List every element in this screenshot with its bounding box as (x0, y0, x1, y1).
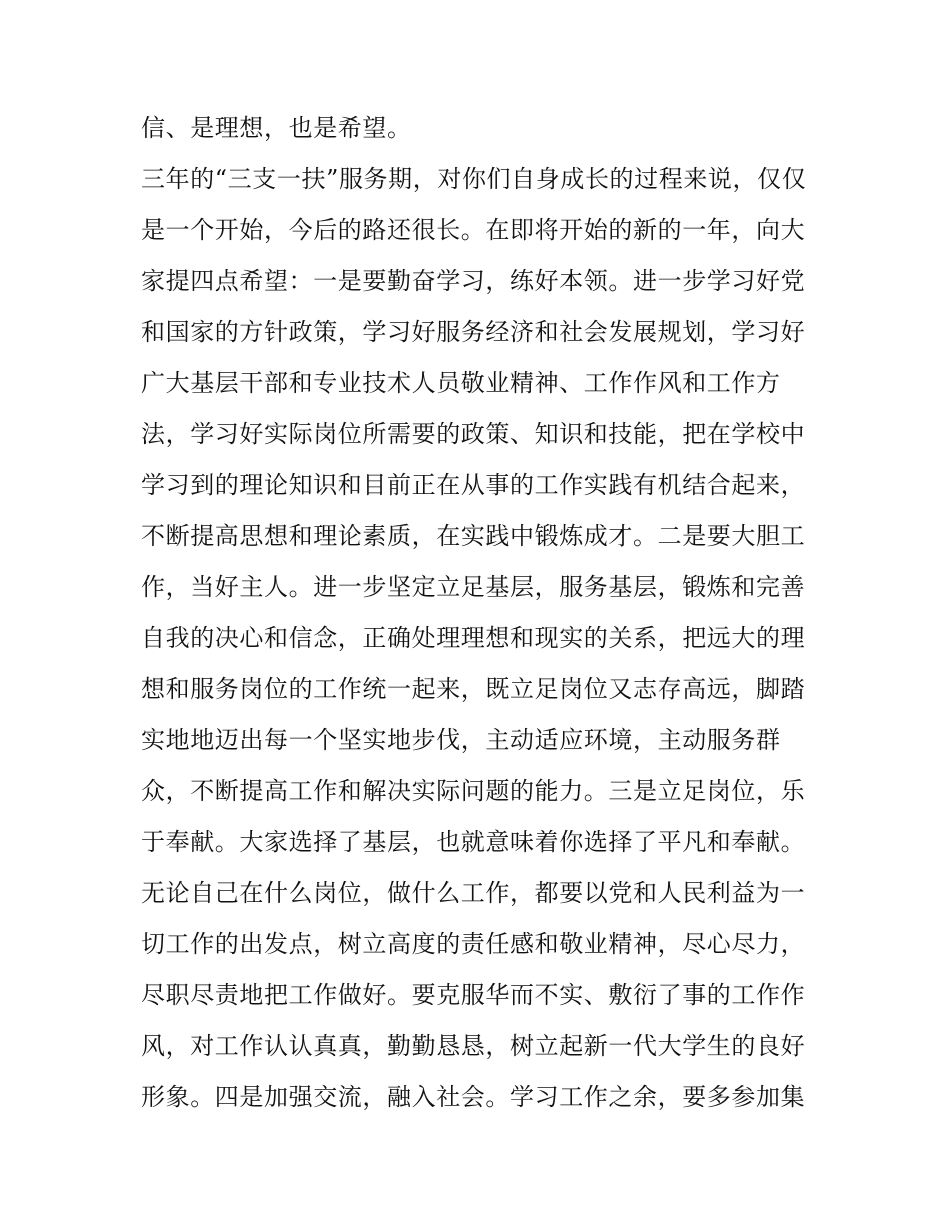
text-line: 切工作的出发点，树立高度的责任感和敬业精神，尽心尽力， (141, 930, 806, 958)
text-line: 是一个开始，今后的路还很长。在即将开始的新的一年，向大 (141, 216, 806, 244)
text-line: 信、是理想，也是希望。 (141, 114, 412, 142)
text-line: 三年的“三支一扶”服务期，对你们自身成长的过程来说，仅仅 (141, 165, 807, 193)
text-line: 和国家的方针政策，学习好服务经济和社会发展规划，学习好 (141, 318, 806, 346)
text-line: 实地地迈出每一个坚实地步伐，主动适应环境，主动服务群 (141, 726, 781, 754)
text-line: 想和服务岗位的工作统一起来，既立足岗位又志存高远，脚踏 (141, 675, 806, 703)
text-line: 广大基层干部和专业技术人员敬业精神、工作作风和工作方 (141, 369, 781, 397)
text-line: 不断提高思想和理论素质，在实践中锻炼成才。二是要大胆工 (141, 522, 806, 550)
body-text (141, 103, 813, 1123)
text-line: 风，对工作认认真真，勤勤恳恳，树立起新一代大学生的良好 (141, 1032, 806, 1060)
text-line: 形象。四是加强交流，融入社会。学习工作之余，要多参加集 (141, 1083, 806, 1111)
text-line: 作，当好主人。进一步坚定立足基层，服务基层，锻炼和完善 (141, 573, 806, 601)
text-line: 众，不断提高工作和解决实际问题的能力。三是立足岗位，乐 (141, 777, 806, 805)
text-line: 家提四点希望：一是要勤奋学习，练好本领。进一步学习好党 (141, 267, 806, 295)
text-line: 于奉献。大家选择了基层，也就意味着你选择了平凡和奉献。 (141, 828, 806, 856)
text-line: 学习到的理论知识和目前正在从事的工作实践有机结合起来， (141, 471, 806, 499)
text-line: 尽职尽责地把工作做好。要克服华而不实、敷衍了事的工作作 (141, 981, 806, 1009)
text-line: 无论自己在什么岗位，做什么工作，都要以党和人民利益为一 (141, 879, 806, 907)
text-line: 法，学习好实际岗位所需要的政策、知识和技能，把在学校中 (141, 420, 806, 448)
text-line: 自我的决心和信念，正确处理理想和现实的关系，把远大的理 (141, 624, 806, 652)
